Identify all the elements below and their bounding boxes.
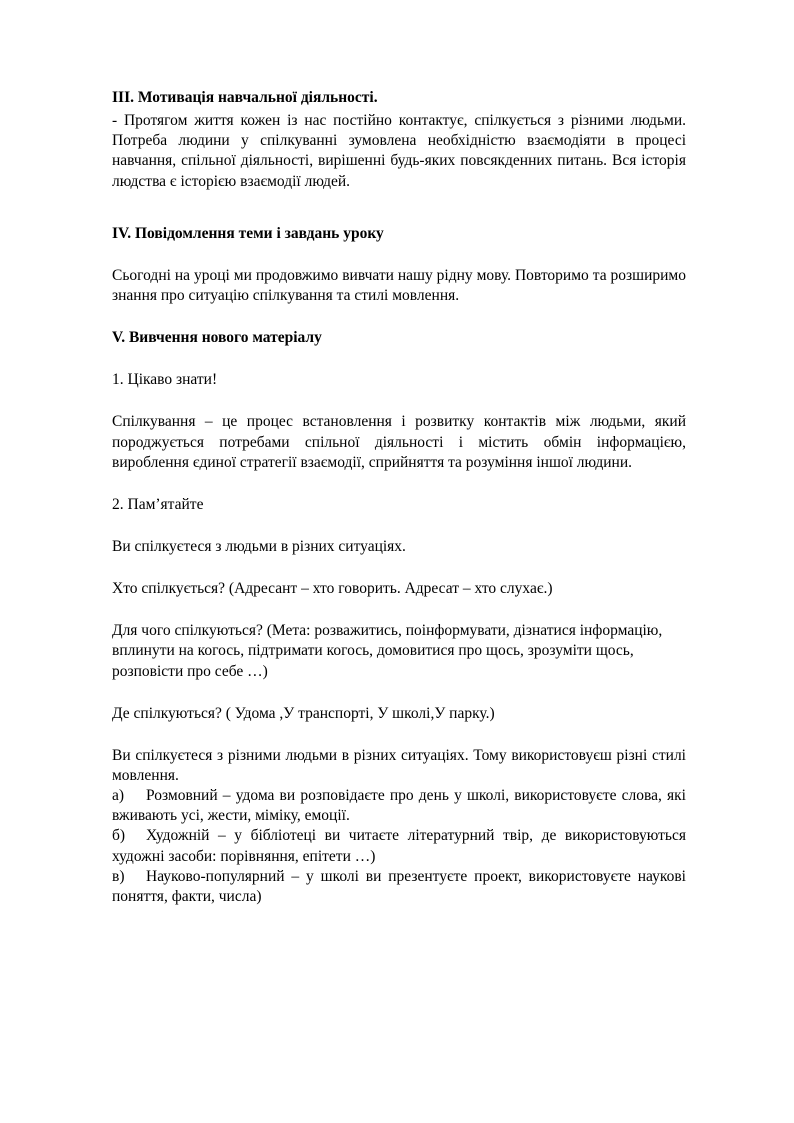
subsection-title-interesting-to-know: 1. Цікаво знати! xyxy=(112,371,218,389)
list-item-marker: в) xyxy=(112,867,125,885)
subsection-title-remember: 2. Пам’ятайте xyxy=(112,495,204,513)
subsection-body-communication-definition: Спілкування – це процес встановлення і розвитку контактів між людьми, який породжується потребами спільної діяльності і містить обмін інформацією, вироблення єдиної стратегії взаємодії, сприйняття та розуміння іншої людини. xyxy=(112,413,686,471)
list-item xyxy=(112,867,686,907)
list-item-text: Розмовний – удома ви розповідаєте про день у школі, використовуєте слова, які вживають усі, жести, міміку, емоції. xyxy=(112,787,686,825)
list-item-text: Науково-популярний – у школі ви презентуєте проект, використовуєте наукові поняття, факти, числа) xyxy=(112,867,686,905)
list-item xyxy=(112,786,686,826)
section-body-motivation: - Протягом життя кожен із нас постійно контактує, спілкується з різними людьми. Потреба людини у спілкуванні зумовлена необхідністю взаємодіяти в процесі навчання, спільної діяльності, вирішенні будь-яких повсякденних питань. Вся історія людства є історією взаємодії людей. xyxy=(112,112,686,190)
list-item xyxy=(112,826,686,866)
remember-line-where-communicate: Де спілкуються? ( Удома ,У транспорті, У школі,У парку.) xyxy=(112,704,495,722)
section-body-topic-announcement: Сьогодні на уроці ми продовжимо вивчати нашу рідну мову. Повторимо та розширимо знання про ситуацію спілкування та стилі мовлення. xyxy=(112,266,686,304)
section-heading-motivation: III. Мотивація навчальної діяльності. xyxy=(112,89,378,106)
section-heading-new-material: V. Вивчення нового матеріалу xyxy=(112,329,322,347)
document-body xyxy=(112,88,686,907)
remember-line-situations: Ви спілкуєтеся з людьми в різних ситуаціях. xyxy=(112,537,406,555)
list-item-marker: б) xyxy=(112,827,126,845)
remember-line-speech-styles-intro: Ви спілкуєтеся з різними людьми в різних ситуаціях. Тому використовуєш різні стилі мовлення. xyxy=(112,746,686,784)
section-heading-topic-announcement: IV. Повідомлення теми і завдань уроку xyxy=(112,224,384,242)
list-item-text: Художній – у бібліотеці ви читаєте літературний твір, де використовуються художні засоби: порівняння, епітети …) xyxy=(112,827,686,865)
list-item-marker: а) xyxy=(112,787,125,805)
remember-line-who-communicates: Хто спілкується? (Адресант – хто говорить. Адресат – хто слухає.) xyxy=(112,580,553,598)
remember-line-why-communicate: Для чого спілкуються? (Мета: розважитись, поінформувати, дізнатися інформацію, вплинути на когось, підтримати когось, домовитися про щось, зрозуміти щось, розповісти про себе …) xyxy=(112,622,663,680)
